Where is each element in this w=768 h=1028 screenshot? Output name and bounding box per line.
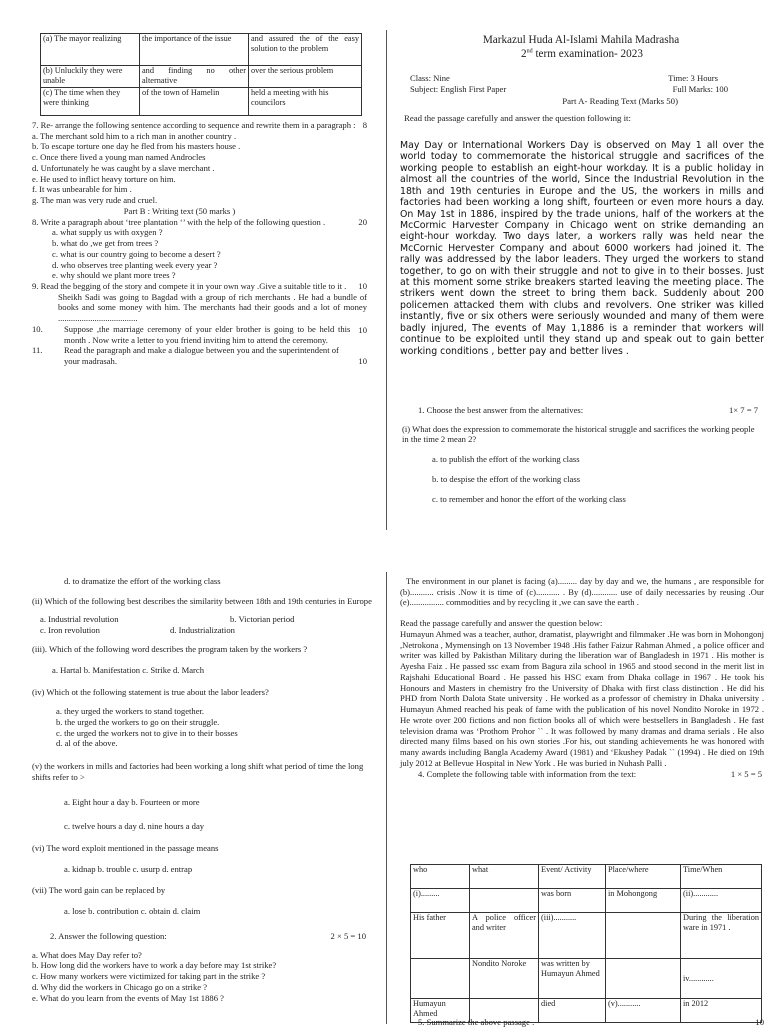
qiv-text: (iv) Which ot the following statement is true about the labor leaders? (32, 687, 269, 698)
table-cell: His father (411, 913, 470, 959)
info-table-block (410, 864, 762, 1023)
may-day-passage: May Day or International Workers Day is observed on May 1 all over the world today to commemorate the historical struggle and sacrifices of the working people to establish an eight-hour workday. It is a public holiday in almost all the countries of the world, Since the Industrial Revolution in the 18th and 19th centuries in Europe and the US, the workers in mills and factories had been working a long shift, fourteen or even more hours a day. On May 1st in 1886, inspired by the trade unions, half of the workers at the McCormic Harvester Company in Chicago went on strike demanding an eight-hour workday. Two days later, a workers rally was held near the McCornic Hervester Company and about 6000 workers had joined it. The rally was addressed by the labor leaders. They urged the workers to stand together, to go on with their struggle and not to give in to their bosses. Just at this moment some strike breakers started leaving the meeting place. The strikers went down the street to bring them back. Suddenly about 200 policemen attacked them with clubs and revolvers. One striker was killed instantly, five or six others were seriously wounded and many of them were badly injured, The events of May 1,1886 is a reminder that workers will continue to be exploited until they stand up and speak out to gain better working conditions , better pay and better lives . (400, 140, 764, 357)
exam-header (400, 33, 764, 124)
qvi-text: (vi) The word exploit mentioned in the passage means (32, 843, 219, 854)
option: d. to dramatize the effort of the working class (64, 576, 221, 586)
qi-text: (i) What does the expression to commemorate the historical struggle and sacrifices the working people in the time 2 mean 2? (402, 423, 755, 445)
option: b. Victorian period (230, 614, 295, 625)
table-cell: of the town of Hamelin (140, 88, 249, 116)
question-11 (32, 345, 367, 366)
q7-marks: 8 (362, 120, 367, 130)
list-item: a. what supply us with oxygen ? (52, 227, 163, 238)
q5-title: 5. Summarize the above passage . (418, 1017, 535, 1027)
list-item: g. The man was very rude and cruel. (32, 195, 158, 206)
table-cell: held a meeting with his councilors (249, 88, 362, 116)
table-cell (470, 889, 539, 913)
options-row: a. lose b. contribution c. obtain d. claim (64, 906, 201, 917)
class-label: Class: Nine (410, 73, 450, 83)
options-row: a. Eight hour a day b. Fourteen or more (64, 796, 200, 807)
list-item: e. He used to inflict heavy torture on him. (32, 173, 176, 184)
list-item: e. why should we plant more trees ? (52, 270, 176, 281)
table-header-row (411, 865, 762, 889)
table-cell: died (539, 999, 606, 1023)
q4-marks: 1 × 5 = 5 (730, 769, 762, 780)
question-7 (32, 120, 367, 367)
option: c. Iron revolution (40, 625, 100, 636)
list-item: d. Unfortunately he was caught by a slave merchant . (32, 162, 215, 173)
q9-title: 9. Read the begging of the story and compete it in your own way .Give a suitable title to it . 10 (32, 281, 367, 292)
table-cell: Nondito Noroke (470, 959, 539, 999)
table-row (41, 88, 362, 116)
table-row (411, 959, 762, 999)
list-item: c. Once there lived a young man named Androcles (32, 152, 206, 163)
column-header: Time/When (681, 865, 762, 889)
option: d. al of the above. (56, 738, 118, 749)
q7-table (40, 33, 362, 116)
list-item: b. what do ,we get from trees ? (52, 238, 159, 249)
cloze-block (400, 576, 764, 780)
q2-marks: 2 × 5 = 10 (330, 930, 366, 941)
q8-marks: 20 (358, 216, 367, 227)
column-header: Place/where (606, 865, 681, 889)
table-cell: During the liberation ware in 1971 . (681, 913, 762, 959)
q7-table-block (40, 33, 362, 116)
part-a-heading: Part A- Reading Text (Marks 50) (562, 96, 678, 107)
q11-number: 11. (32, 345, 43, 356)
q5-marks: 10 (755, 1017, 764, 1027)
q11-text: Read the paragraph and make a dialogue between you and the superintendent of your madrasah. (64, 345, 339, 367)
q11-marks: 10 (358, 356, 367, 367)
bio-passage: Humayun Ahmed was a teacher, author, dramatist, playwright and filmmaker .He was born in Mohongonj ,Netrokona , Mymensingh on 13 November 1948 .His father Faizur Rahman Ahmed , a police officer and writer was killed by Pakisthan Military during the liberation war of Bangladesh in 1971 . His mother is Ayesha Faiz . He passed ssc exam from Bagura zila school in 1965 and stood second in the merit list in Rajshahi Educational Board . He passed his HSC exam from Dhaka collage in 1967 . He took his Honours and Masters in chemistry fro the University of Dhaka with first class distinction . He did his PHD from North Dalota State university . He worked as a professor of chemistry in Dhaka university . Humayun Ahmed reached his peak of fame with the publication of his novel Nondito Noroke in 1972 . He wrote over 200 fictions and non fiction books all of which were bestsellers in Bangladesh . He fast television drama was ‘Prothom Prohor `` . It was followed by many dramas and drama serials . He also directed many films based on his own stories .For his, out standing achievements he was honored with many awards including Bangla Academy Award (1981) and ‘Ekushey Padak `` (1994) . He died on 19th july 2012 at Bellevue Hospital in New York . He was buried in Nuhash Palli . (400, 628, 764, 768)
list-item: d. who observes tree planting week every year ? (52, 259, 218, 270)
option: a. Industrial revolution (40, 614, 119, 625)
list-item: e. What do you learn from the events of May 1st 1886 ? (32, 992, 224, 1003)
table-cell: (c) The time when they were thinking (41, 88, 140, 116)
table-cell: was written by Humayun Ahmed (539, 959, 606, 999)
q7-title: 7. Re- arrange the following sentence according to sequence and rewrite them in a paragraph : 8 (32, 120, 367, 130)
q10-number: 10. (32, 323, 43, 334)
column-header: what (470, 865, 539, 889)
table-cell: (iii)........... (539, 913, 606, 959)
qv-text: (v) the workers in mills and factories had been working a long shift what period of time the long shifts refer to > (32, 761, 364, 782)
qiii-text: (iii). Which of the following word describes the program taken by the workers ? (32, 643, 308, 654)
part-b-heading: Part B : Writing text (50 marks ) (123, 205, 236, 216)
option: d. Industrialization (170, 625, 235, 636)
info-table (410, 864, 762, 1023)
question-1 (402, 405, 762, 504)
list-item: b. How long did the workers have to work a day before may 1st strike? (32, 960, 277, 971)
option: b. the urged the workers to go on their struggle. (56, 716, 220, 727)
reading-instruction: Read the passage carefully and answer the question following it: (404, 113, 631, 124)
table-cell: in 2012 (681, 999, 762, 1023)
table-row (411, 889, 762, 913)
option: b. to despise the effort of the working class (432, 473, 581, 484)
list-item: f. It was unbearable for him . (32, 184, 132, 195)
question-5 (418, 1017, 764, 1028)
subject-label: Subject: English First Paper (410, 83, 507, 94)
table-row (41, 34, 362, 66)
list-item: d. Why did the workers in Chicago go on a strike ? (32, 981, 208, 992)
table-row (411, 913, 762, 959)
table-cell: the importance of the issue (140, 34, 249, 66)
table-row (41, 66, 362, 88)
list-item: b. To escape torture one day he fled from his masters house . (32, 141, 241, 152)
table-cell: Humayun Ahmed (411, 999, 470, 1023)
qvii-text: (vii) The word gain can be replaced by (32, 885, 166, 896)
column-header: who (411, 865, 470, 889)
options-row: c. twelve hours a day d. nine hours a day (64, 821, 205, 832)
school-name: Markazul Huda Al-Islami Mahila Madrasha (482, 34, 680, 46)
table-cell: (v)........... (606, 999, 681, 1023)
full-marks-label: Full Marks: 100 (672, 83, 728, 94)
q9-text: Sheikh Sadi was going to Bagdad with a group of rich merchants . He had a bundle of books and some money with him. The merchants had their goods and a lot of money ..................................... (58, 291, 367, 324)
q4-title: 4. Complete the following table with information from the text: (418, 769, 637, 780)
table-cell: and assured the of the easy solution to the problem (249, 34, 362, 66)
exam-title: 2nd term examination- 2023 (521, 48, 643, 60)
list-item: a. The merchant sold him to a rich man in another country . (32, 130, 237, 141)
q10-text: Suppose ,the marriage ceremony of your elder brother is going to be held this month . Now write a letter to you friend inviting him to attend the ceremony. (64, 323, 351, 345)
column-header: Event/ Activity (539, 865, 606, 889)
list-item: a. What does May Day refer to? (32, 949, 142, 960)
cloze-text: The environment in our planet is facing (a)......... day by day and we, the humans , are responsible for (b)........... crisis .Now it is time of (c)........... . By (d)............ use of daily necessaries by reusing .Our (e)................ commodities and by recycling it ,we can save the earth . (400, 576, 764, 608)
q8-title: 8. Write a paragraph about ‘tree plantation ‘’ with the help of the following question . 20 (32, 216, 367, 227)
options-row: a. kidnap b. trouble c. usurp d. entrap (64, 863, 193, 874)
page-divider (386, 30, 387, 530)
table-cell (411, 959, 470, 999)
option: c. to remember and honor the effort of the working class (432, 493, 626, 504)
q1-title: 1. Choose the best answer from the alternatives: (418, 405, 584, 415)
table-cell: was born (539, 889, 606, 913)
table-cell: (a) The mayor realizing (41, 34, 140, 66)
page-divider (386, 572, 387, 1024)
qii-text: (ii) Which of the following best describes the similarity between 18th and 19th centuries in Europe (32, 595, 372, 606)
table-cell (606, 913, 681, 959)
list-item: c. what is our country going to become a desert ? (52, 248, 221, 259)
q2-title: 2. Answer the following question: (50, 930, 167, 941)
bio-instruction: Read the passage carefully and answer the question below: (400, 618, 603, 629)
table-cell: and finding no other alternative (140, 66, 249, 88)
option: a. they urged the workers to stand together. (56, 706, 205, 717)
list-item: c. How many workers were victimized for taking part in the strike ? (32, 971, 266, 982)
table-cell: (b) Unluckily they were unable (41, 66, 140, 88)
table-cell: (i)......... (411, 889, 470, 913)
question-10 (32, 324, 367, 345)
table-cell: A police officer and writer (470, 913, 539, 959)
table-cell: (ii)............ (681, 889, 762, 913)
table-cell: over the serious problem (249, 66, 362, 88)
q1-marks: 1× 7 = 7 (728, 405, 758, 415)
option: a. to publish the effort of the working class (432, 454, 580, 465)
time-label: Time: 3 Hours (668, 73, 718, 83)
table-cell (606, 959, 681, 999)
table-cell: iv............ (681, 959, 762, 999)
option: c. the urged the workers not to give in to their bosses (56, 727, 238, 738)
mcq-continuation (32, 576, 372, 1003)
options-row: a. Hartal b. Manifestation c. Strike d. March (52, 664, 205, 675)
table-cell: in Mohongong (606, 889, 681, 913)
q9-marks: 10 (358, 281, 367, 292)
q10-marks: 10 (358, 324, 367, 335)
